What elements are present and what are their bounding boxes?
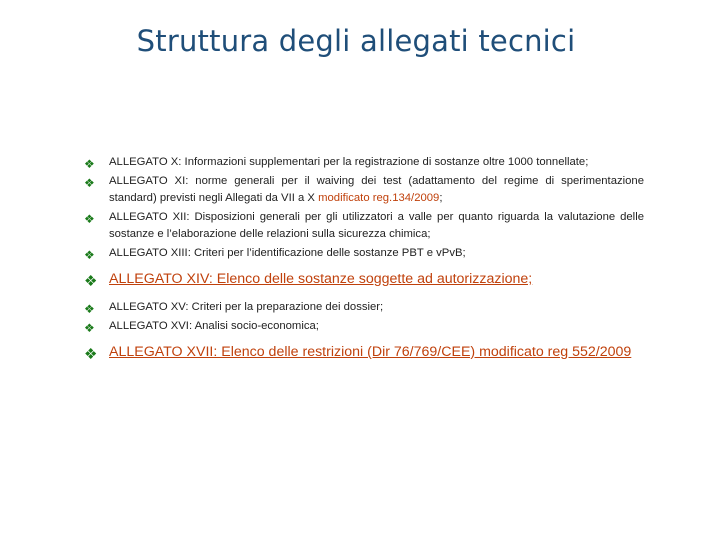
item-text: ALLEGATO XVI: Analisi socio-economica; xyxy=(109,320,319,332)
diamond-bullet-icon: ❖ xyxy=(84,248,95,262)
item-text: ALLEGATO XI: norme generali per il waiving dei test (adattamento del regime di sperimentazione standard) previsti negli Allegati da VII a X xyxy=(109,175,644,204)
list-item-allegato-xi xyxy=(84,173,644,207)
item-text-end: ; xyxy=(439,192,443,204)
list-item-allegato-xvi xyxy=(84,318,644,335)
diamond-bullet-icon: ❖ xyxy=(84,346,98,363)
list-item-allegato-x xyxy=(84,154,644,171)
diamond-bullet-icon: ❖ xyxy=(84,321,95,335)
diamond-bullet-icon: ❖ xyxy=(84,176,95,190)
list-item-allegato-xiii xyxy=(84,245,644,262)
list-item-allegato-xiv xyxy=(84,270,644,289)
list-item-allegato-xvii xyxy=(84,343,644,362)
slide-title: Struttura degli allegati tecnici xyxy=(136,24,576,58)
list-item-allegato-xv xyxy=(84,299,644,316)
item-text: ALLEGATO XIV: Elenco delle sostanze soggette ad autorizzazione; xyxy=(109,271,533,287)
item-text: ALLEGATO XV: Criteri per la preparazione dei dossier; xyxy=(109,301,384,313)
item-text: ALLEGATO XVII: Elenco delle restrizioni (Dir 76/769/CEE) modificato reg 552/2009 xyxy=(109,344,632,360)
item-text: ALLEGATO XIII: Criteri per l’identificazione delle sostanze PBT e vPvB; xyxy=(109,247,466,259)
item-text: ALLEGATO XII: Disposizioni generali per gli utilizzatori a valle per quanto riguarda la valutazione delle sostanze e l’elaborazione delle relazioni sulla sicurezza chimica; xyxy=(109,211,644,240)
list-item-allegato-xii xyxy=(84,209,644,243)
item-highlight: modificato reg.134/2009 xyxy=(318,192,440,204)
diamond-bullet-icon: ❖ xyxy=(84,302,95,316)
item-text: ALLEGATO X: Informazioni supplementari per la registrazione di sostanze oltre 1000 tonnellate; xyxy=(109,156,589,168)
annex-list xyxy=(84,154,644,372)
diamond-bullet-icon: ❖ xyxy=(84,157,95,171)
diamond-bullet-icon: ❖ xyxy=(84,212,95,226)
diamond-bullet-icon: ❖ xyxy=(84,273,98,290)
